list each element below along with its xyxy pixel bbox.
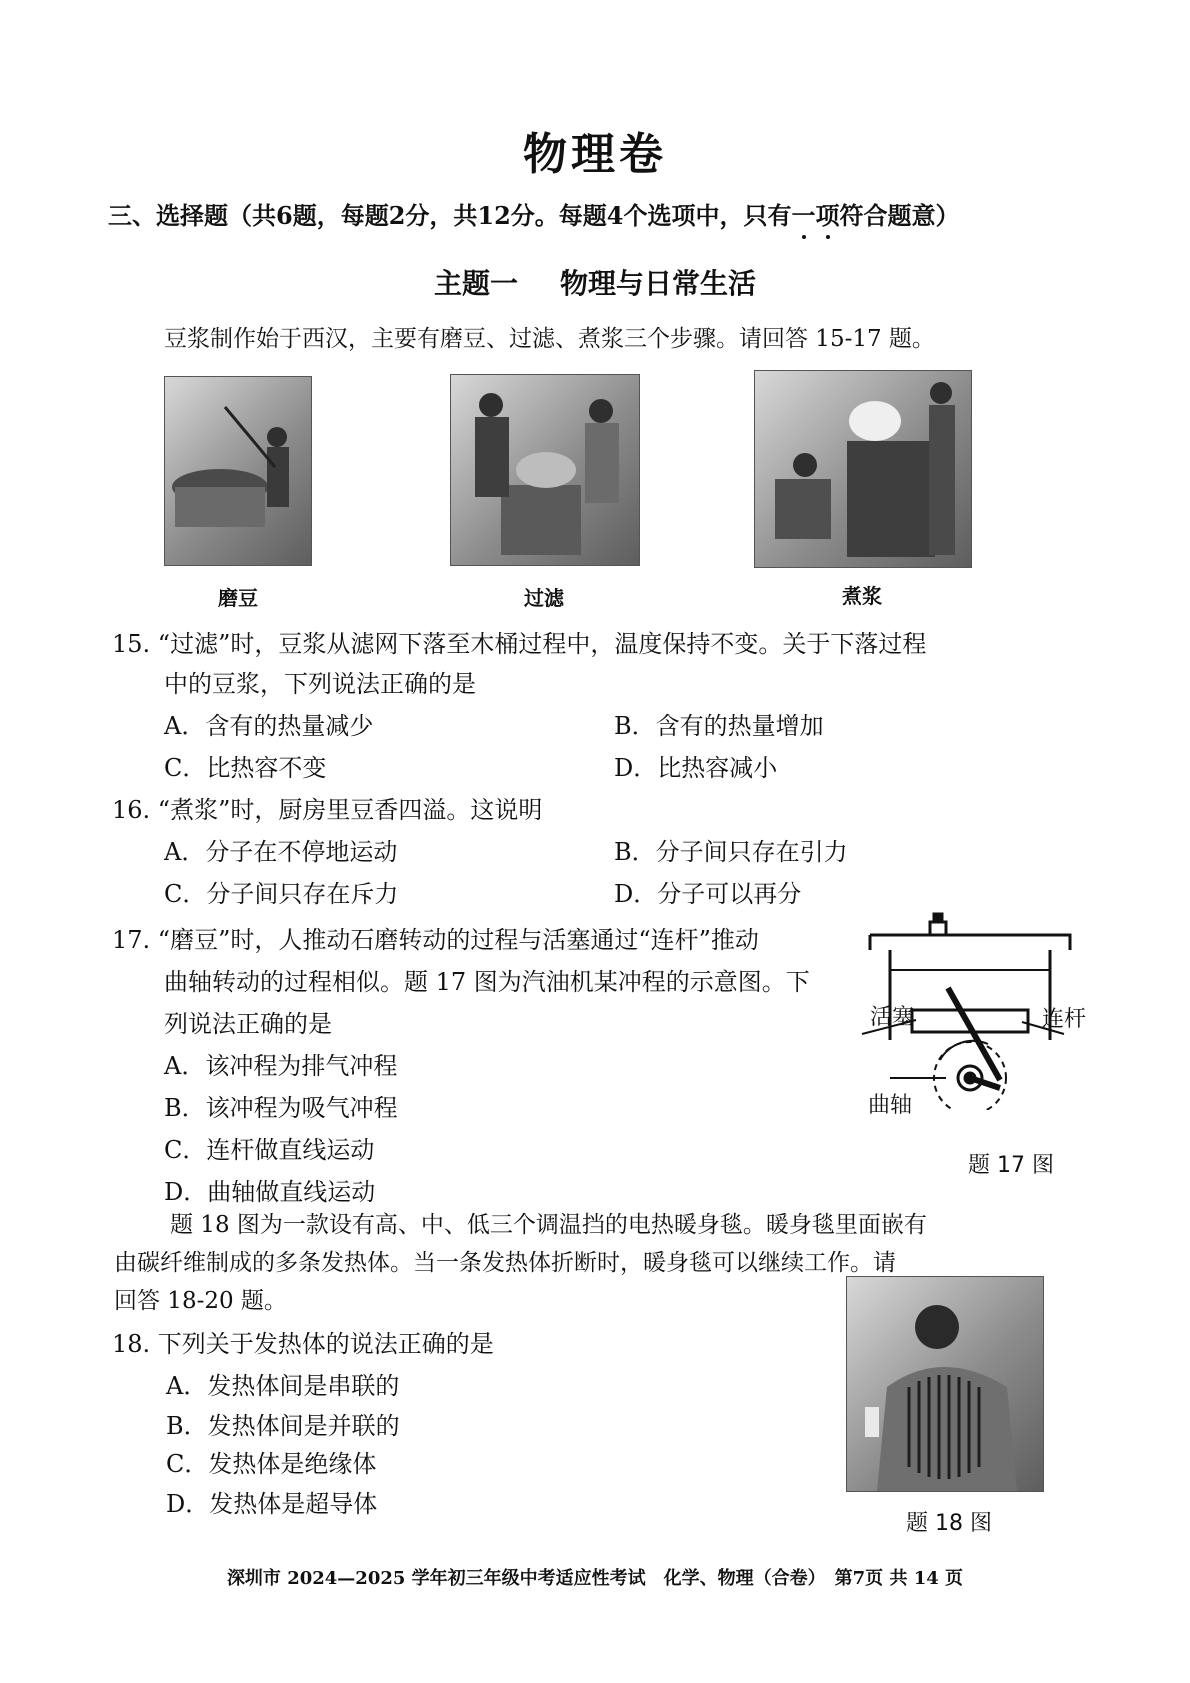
question-15-stem-line2: 中的豆浆，下列说法正确的是: [164, 670, 476, 698]
question-16-option-b: B．分子间只存在引力: [614, 838, 848, 866]
intro-paragraph-1: 豆浆制作始于西汉，主要有磨豆、过滤、煮浆三个步骤。请回答 15-17 题。: [164, 326, 935, 352]
emphasis-char-1: 一: [792, 196, 816, 231]
question-18-option-b: B．发热体间是并联的: [166, 1412, 400, 1440]
page-footer: 深圳市 2024—2025 学年初三年级中考适应性考试 化学、物理（合卷） 第7页 共 14 页: [226, 1568, 964, 1589]
question-17-option-d: D．曲轴做直线运动: [164, 1178, 376, 1206]
intro-paragraph-2-line1: 题 18 图为一款设有高、中、低三个调温挡的电热暖身毯。暖身毯里面嵌有: [170, 1212, 927, 1238]
question-15-option-b: B．含有的热量增加: [614, 712, 824, 740]
fig18-caption: 题 18 图: [906, 1511, 992, 1536]
fig17-label-rod: 连杆: [1042, 1007, 1087, 1032]
question-18-option-d: D．发热体是超导体: [166, 1490, 378, 1518]
fig17-label-crank: 曲轴: [868, 1093, 913, 1118]
photo-boiling: [754, 370, 972, 568]
question-15-stem-line1: 15. “过滤”时，豆浆从滤网下落至木桶过程中，温度保持不变。关于下落过程: [112, 630, 927, 658]
question-16-option-a: A．分子在不停地运动: [164, 838, 398, 866]
intro-paragraph-2-line3: 回答 18-20 题。: [114, 1288, 287, 1314]
question-15-option-c: C．比热容不变: [164, 754, 327, 782]
question-17-option-a: A．该冲程为排气冲程: [164, 1052, 398, 1080]
question-18-option-c: C．发热体是绝缘体: [166, 1450, 377, 1478]
photo-grinding-beans: [164, 376, 312, 566]
question-17-stem-line3: 列说法正确的是: [164, 1010, 332, 1038]
fig17-label-piston: 活塞: [870, 1005, 915, 1030]
section-heading-after: 符合题意）: [839, 201, 960, 230]
question-17-option-c: C．连杆做直线运动: [164, 1136, 375, 1164]
question-15-option-a: A．含有的热量减少: [164, 712, 374, 740]
caption-boiling: 煮浆: [842, 584, 882, 608]
question-16-option-d: D．分子可以再分: [614, 880, 802, 908]
heating-blanket-photo: [846, 1276, 1044, 1492]
question-15-option-d: D．比热容减小: [614, 754, 778, 782]
question-16-option-c: C．分子间只存在斥力: [164, 880, 399, 908]
page-title: 物理卷: [523, 129, 667, 180]
question-17-stem-line2: 曲轴转动的过程相似。题 17 图为汽油机某冲程的示意图。下: [164, 968, 810, 996]
question-18-stem: 18. 下列关于发热体的说法正确的是: [112, 1330, 494, 1358]
section-heading-before: 三、选择题（共6题，每题2分，共12分。每题4个选项中，只有: [108, 201, 792, 230]
theme-number: 主题一: [433, 267, 518, 300]
emphasis-char-2: 项: [816, 196, 840, 231]
question-17-option-b: B．该冲程为吸气冲程: [164, 1094, 398, 1122]
theme-heading: [0, 262, 1190, 302]
caption-filtering: 过滤: [524, 586, 564, 610]
caption-grinding: 磨豆: [218, 586, 258, 610]
fig17-caption: 题 17 图: [968, 1153, 1054, 1178]
grinding-illustration: [165, 377, 311, 565]
photo-filtering: [450, 374, 640, 566]
intro-paragraph-2-line2: 由碳纤维制成的多条发热体。当一条发热体折断时，暖身毯可以继续工作。请: [114, 1250, 896, 1276]
boiling-illustration: [755, 371, 971, 567]
question-17-stem-line1: 17. “磨豆”时，人推动石磨转动的过程与活塞通过“连杆”推动: [112, 926, 759, 954]
question-16-stem: 16. “煮浆”时，厨房里豆香四溢。这说明: [112, 796, 543, 824]
filtering-illustration: [451, 375, 639, 565]
heating-blanket-illustration: [847, 1277, 1043, 1491]
theme-name: 物理与日常生活: [560, 267, 757, 300]
section-heading: [108, 196, 960, 231]
question-18-option-a: A．发热体间是串联的: [166, 1372, 400, 1400]
